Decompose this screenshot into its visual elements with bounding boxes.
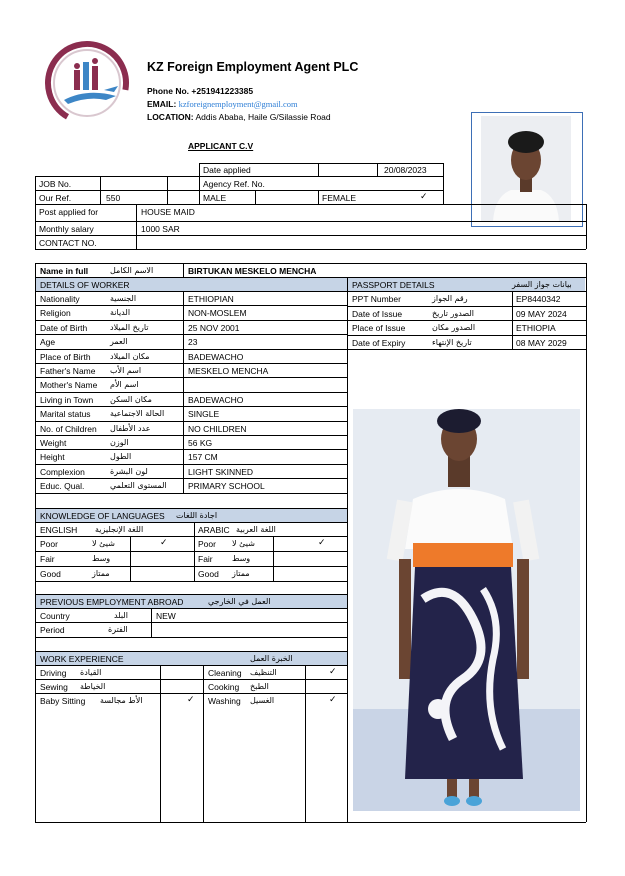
passport-value: ETHIOPIA — [516, 323, 556, 333]
english-label-ar: اللغة الإنجليزية — [95, 525, 144, 534]
work-left-label: Sewing — [40, 682, 68, 692]
applicant-portrait-photo — [481, 116, 571, 221]
post-label: Post applied for — [39, 207, 99, 217]
arabic-level-label: Poor — [198, 539, 216, 549]
arabic-label-ar: اللغة العربية — [236, 525, 276, 534]
company-phone — [147, 86, 253, 96]
previous-title-ar: العمل في الخارجي — [208, 597, 271, 606]
our-ref-label: Our Ref. — [39, 193, 72, 203]
detail-label-ar: تاريخ الميلاد — [110, 322, 149, 332]
company-email — [147, 99, 298, 109]
detail-label: Marital status — [40, 409, 91, 420]
detail-value: 56 KG — [188, 438, 213, 448]
our-ref-value: 550 — [106, 193, 121, 203]
detail-value: LIGHT SKINNED — [188, 466, 254, 477]
detail-value: NO CHILDREN — [188, 423, 247, 434]
passport-title: PASSPORT DETAILS — [352, 280, 435, 290]
work-right-label: Cleaning — [208, 668, 242, 678]
passport-label: Place of Issue — [352, 323, 406, 333]
work-right-label: Cooking — [208, 682, 240, 692]
work-left-label-ar: الخياطة — [80, 682, 106, 691]
work-title: WORK EXPERIENCE — [40, 654, 124, 664]
date-applied-label: Date applied — [203, 165, 251, 175]
detail-label-ar: الطول — [110, 452, 132, 462]
previous-title: PREVIOUS EMPLOYMENT ABROAD — [40, 597, 184, 607]
work-right-label: Washing — [208, 696, 241, 706]
detail-row-divider — [35, 392, 347, 393]
detail-row-divider — [35, 363, 347, 364]
passport-row-divider — [347, 306, 586, 307]
detail-row-divider — [35, 377, 347, 378]
detail-label: Educ. Qual. — [40, 481, 85, 492]
female-check-icon: ✓ — [420, 192, 428, 202]
email-label: EMAIL: — [147, 99, 177, 109]
detail-row-divider — [35, 334, 347, 335]
email-value: kzforeignemployment@gmail.com — [178, 99, 298, 109]
arabic-label: ARABIC — [198, 525, 230, 535]
work-left-label: Driving — [40, 668, 67, 678]
applicant-full-photo — [353, 409, 580, 811]
name-value: BIRTUKAN MESKELO MENCHA — [188, 266, 317, 276]
detail-row-divider — [35, 435, 347, 436]
passport-value: EP8440342 — [516, 294, 561, 304]
name-label-ar: الاسم الكامل — [110, 266, 154, 275]
detail-label: Complexion — [40, 466, 85, 477]
work-title-ar: الخبرة العمل — [250, 654, 293, 663]
detail-label-ar: اسم الأم — [110, 380, 139, 390]
detail-row-divider — [35, 406, 347, 407]
languages-title-ar: اجادة اللغات — [176, 511, 218, 520]
company-location — [147, 112, 331, 122]
detail-label-ar: مكان السكن — [110, 394, 152, 404]
detail-label: Living in Town — [40, 394, 94, 405]
detail-value: 157 CM — [188, 452, 218, 463]
arabic-level-label-ar: وسط — [232, 554, 251, 563]
detail-value: PRIMARY SCHOOL — [188, 481, 265, 492]
detail-label: Religion — [40, 308, 71, 319]
passport-row-divider — [347, 349, 586, 350]
detail-label: Nationality — [40, 294, 80, 304]
detail-label-ar: العمر — [110, 337, 128, 347]
location-value: Addis Ababa, Haile G/Silassie Road — [195, 112, 331, 122]
phone-value: +251941223385 — [191, 86, 254, 96]
detail-row-divider — [35, 320, 347, 321]
passport-label: Date of Issue — [352, 308, 403, 319]
details-title: DETAILS OF WORKER — [40, 280, 130, 290]
detail-value: MESKELO MENCHA — [188, 366, 269, 376]
detail-label: Mother's Name — [40, 380, 98, 391]
passport-label-ar: رقم الجواز — [432, 294, 468, 303]
languages-title: KNOWLEDGE OF LANGUAGES — [40, 511, 165, 521]
work-right-label-ar: الغسيل — [250, 696, 275, 705]
passport-label-ar: تاريخ الإنتهاء — [432, 337, 472, 347]
work-right-check-icon: ✓ — [329, 667, 337, 677]
document-title: APPLICANT C.V — [188, 141, 254, 151]
english-level-label: Good — [40, 569, 61, 579]
detail-value: BADEWACHO — [188, 351, 244, 362]
salary-value: 1000 SAR — [141, 224, 180, 234]
contact-label: CONTACT NO. — [39, 238, 97, 248]
detail-label-ar: اسم الأب — [110, 366, 142, 375]
detail-value: SINGLE — [188, 409, 220, 420]
detail-row-divider — [35, 478, 347, 479]
work-right-label-ar: الطبخ — [250, 682, 269, 691]
gender-male-label: MALE — [203, 193, 227, 203]
location-label: LOCATION: — [147, 112, 194, 122]
english-level-label: Fair — [40, 554, 55, 564]
detail-value: BADEWACHO — [188, 394, 244, 405]
detail-value: 25 NOV 2001 — [188, 322, 240, 333]
company-logo — [44, 40, 130, 126]
detail-label-ar: الجنسية — [110, 294, 137, 303]
detail-label-ar: مكان الميلاد — [110, 351, 150, 361]
work-right-check-icon: ✓ — [329, 695, 337, 705]
detail-label: Weight — [40, 438, 67, 448]
period-label: Period — [40, 625, 65, 635]
period-label-ar: الفترة — [108, 625, 128, 634]
language-row-divider — [35, 566, 347, 567]
passport-label-ar: الصدور مكان — [432, 323, 476, 332]
country-label: Country — [40, 611, 70, 621]
arabic-level-check-icon: ✓ — [318, 538, 326, 548]
detail-label: Father's Name — [40, 366, 96, 376]
post-value: HOUSE MAID — [141, 207, 195, 217]
detail-label: No. of Children — [40, 423, 97, 434]
detail-row-divider — [35, 305, 347, 306]
language-row-divider — [35, 551, 347, 552]
arabic-level-label: Good — [198, 569, 219, 579]
detail-row-divider — [35, 464, 347, 465]
job-no-label: JOB No. — [39, 179, 72, 189]
passport-value: 08 MAY 2029 — [516, 337, 567, 348]
detail-label: Place of Birth — [40, 351, 91, 362]
salary-label: Monthly salary — [39, 224, 94, 234]
detail-row-divider — [35, 421, 347, 422]
detail-value: NON-MOSLEM — [188, 308, 247, 319]
english-level-label-ar: شيئ لا — [92, 539, 115, 548]
detail-row-divider — [35, 449, 347, 450]
arabic-level-label-ar: ممتاز — [232, 569, 250, 578]
company-name: KZ Foreign Employment Agent PLC — [147, 60, 359, 74]
passport-row-divider — [347, 320, 586, 321]
work-left-check-icon: ✓ — [187, 695, 195, 705]
detail-label-ar: لون البشرة — [110, 466, 148, 476]
detail-label-ar: المستوى التعلمي — [110, 481, 167, 491]
arabic-level-label-ar: شيئ لا — [232, 539, 255, 548]
english-level-label-ar: ممتاز — [92, 569, 110, 578]
date-applied-value: 20/08/2023 — [384, 165, 427, 175]
detail-label-ar: الديانة — [110, 308, 131, 318]
agency-ref-label: Agency Ref. No. — [203, 179, 265, 189]
passport-row-divider — [347, 335, 586, 336]
passport-title-ar: بيانات جواز السفر — [512, 280, 572, 289]
work-right-label-ar: التنظيف — [250, 668, 277, 677]
detail-label: Height — [40, 452, 65, 463]
passport-label: Date of Expiry — [352, 337, 406, 348]
detail-row-divider — [35, 349, 347, 350]
english-level-label-ar: وسط — [92, 554, 111, 563]
passport-label: PPT Number — [352, 294, 401, 304]
arabic-level-label: Fair — [198, 554, 213, 564]
detail-label: Age — [40, 337, 56, 348]
phone-label: Phone No. — [147, 86, 190, 96]
english-level-check-icon: ✓ — [160, 538, 168, 548]
detail-value: ETHIOPIAN — [188, 294, 234, 304]
work-left-label-ar: القيادة — [80, 668, 102, 677]
detail-value: 23 — [188, 337, 198, 348]
detail-label-ar: عدد الأطفال — [110, 423, 151, 433]
country-value: NEW — [156, 611, 176, 621]
passport-value: 09 MAY 2024 — [516, 308, 567, 319]
work-left-label: Baby Sitting — [40, 696, 86, 706]
country-label-ar: البلد — [114, 611, 128, 620]
gender-female-label: FEMALE — [322, 193, 357, 203]
detail-label-ar: الوزن — [110, 438, 129, 447]
detail-label: Date of Birth — [40, 322, 88, 333]
work-left-label-ar: الأط مجالسة — [100, 696, 143, 705]
name-label: Name in full — [40, 266, 89, 276]
english-level-label: Poor — [40, 539, 58, 549]
detail-label-ar: الحالة الاجتماعية — [110, 409, 165, 419]
passport-label-ar: الصدور تاريخ — [432, 308, 474, 318]
english-label: ENGLISH — [40, 525, 78, 535]
